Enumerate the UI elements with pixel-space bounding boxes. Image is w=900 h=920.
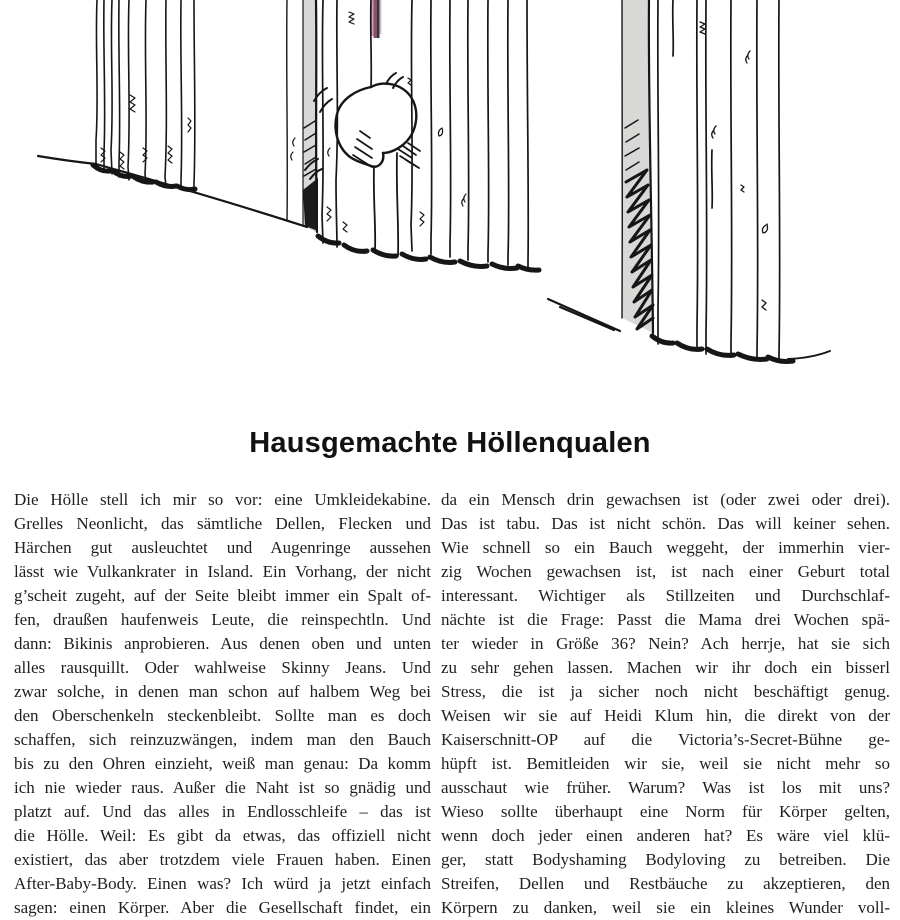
text-line: Körpern zu danken, weil sie ein kleines Wunder voll- [441,898,890,917]
text-line: fen, draußen haufenweis Leute, die reinspechtln. Und [14,610,431,629]
text-line: den Oberschenkeln steckenbleibt. Sollte man es doch [14,706,431,725]
text-line: Weisen wir sie auf Heidi Klum hin, die direkt von der [441,706,890,725]
curtain-bulge [336,84,417,167]
right-curtain-hem-shadows [652,336,793,362]
text-line: ger, statt Bodyshaming Bodyloving zu betreiben. Die [441,850,890,869]
text-line: dann: Bikinis anprobieren. Aus denen oben und unten [14,634,431,653]
text-line: Wie schnell so ein Bauch weggeht, der immerhin vier- [441,538,890,557]
text-line: After-Baby-Body. Einen was? Ich würd ja jetzt einfach [14,874,431,893]
floor-line-left [38,156,96,164]
text-column-right [441,488,890,917]
floor-line-middle [96,164,307,227]
middle-curtain-hem-shadows [318,236,539,270]
text-line: existiert, das aber trotzdem viele Frauen haben. Einen [14,850,431,869]
text-line: die Hölle. Weil: Es gibt da etwas, das offiziell nicht [14,826,431,845]
text-line: ter wieder in Größe 36? Nein? Ach herrje, hat sie sich [441,634,890,653]
motion-marks [305,73,403,179]
text-line: Stress, die ist ja sicher noch nicht beschäftigt genug. [441,682,890,701]
text-line: Kaiserschnitt-OP auf die Victoria’s-Secret-Bühne ge- [441,730,890,749]
middle-curtain-folds [322,0,528,268]
floor-line-far-right [788,351,830,359]
text-line: Das ist tabu. Das ist nicht schön. Das will keiner sehen. [441,514,890,533]
text-line: interessant. Wichtiger als Stillzeiten und Durchschlaf- [441,586,890,605]
text-column-left [14,488,431,917]
text-line: bis zu den Ohren einzieht, weiß man genau: Da komm [14,754,431,773]
text-line: Streifen, Dellen und Restbäuche zu akzeptieren, den [441,874,890,893]
text-line: platzt auf. Und das alles in Endlosschleife – das ist [14,802,431,821]
text-line: da ein Mensch drin gewachsen ist (oder zwei oder drei). [441,490,890,509]
right-curtain-folds [658,0,780,362]
text-line: ausschaut wie früher. Warum? Was ist los mit uns? [441,778,890,797]
text-line: zwar solche, in denen man schon auf halbem Weg bei [14,682,431,701]
text-line: schaffen, sich reinzuzwängen, indem man den Bauch [14,730,431,749]
text-line: ich nie wieder raus. Außer die Naht ist so gnädig und [14,778,431,797]
text-line: g’scheit zugeht, auf der Seite bleibt immer ein Spalt of- [14,586,431,605]
text-line: Grelles Neonlicht, das sämtliche Dellen, Flecken und [14,514,431,533]
text-line: hüpft ist. Bemitleiden wir sie, weil sie nicht mehr so [441,754,890,773]
text-line: wenn doch jeder einen anderen hat? Es wäre viel klü- [441,826,890,845]
text-line: sagen: einen Körper. Aber die Gesellschaft findet, ein [14,898,431,917]
text-line: lässt wie Vulkankrater in Island. Ein Vorhang, der nicht [14,562,431,581]
text-line: zu sehr gehen lassen. Machen wir ihr doch ein bisserl [441,658,890,677]
floor-line-right [548,299,620,331]
text-line: Härchen gut ausleuchtet und Augenringe aussehen [14,538,431,557]
page-title: Hausgemachte Höllenqualen [249,427,651,459]
text-line: zig Wochen gewachsen ist, ist nach einer Geburt total [441,562,890,581]
article-text-columns [14,488,890,917]
text-line: nächte ist die Frage: Passt die Mama drei Wochen spä- [441,610,890,629]
left-curtain-folds [96,0,195,190]
striped-garment [371,0,382,38]
fitting-room-curtains-illustration [0,0,900,368]
text-line: alles rausquillt. Oder wahlweise Skinny Jeans. Und [14,658,431,677]
text-line: Die Hölle stell ich mir so vor: eine Umkleidekabine. [14,490,431,509]
text-line: Wieso sollte überhaupt eine Norm für Körper gelten, [441,802,890,821]
